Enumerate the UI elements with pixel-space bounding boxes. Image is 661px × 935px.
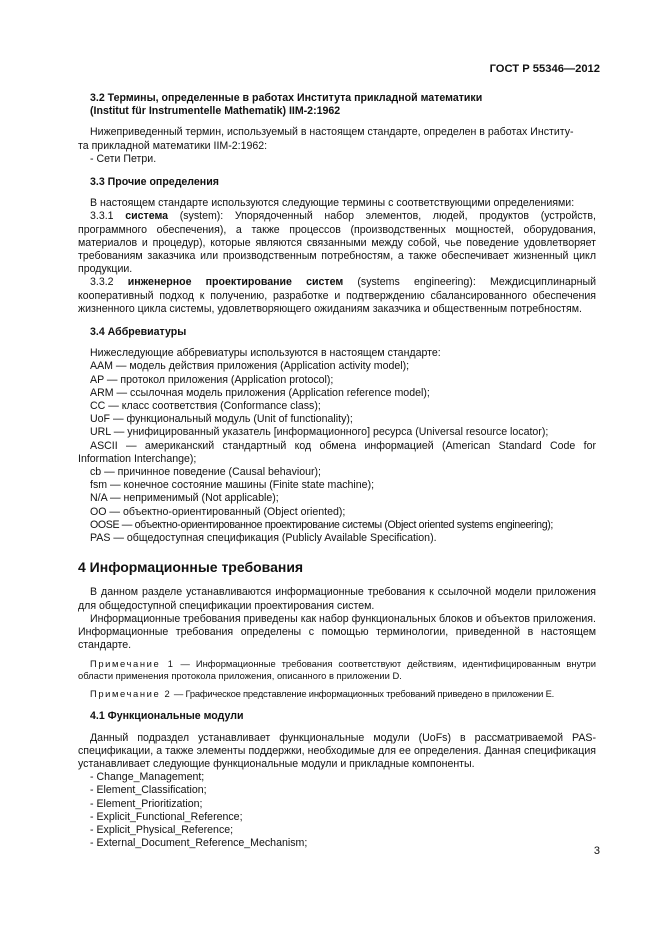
document-code: ГОСТ Р 55346—2012	[489, 63, 600, 75]
abbreviation-item: OOSE — объектно-ориентированное проектирование системы (Object oriented systems engineering);	[90, 518, 554, 531]
definition-system-text: (system): Упорядоченный набор элементов, людей, продуктов (устройств, программного обеспечения), а также процессов (производственных мощностей, оборудования, материалов и процедур), которые являются связанными между собой, чье поведение удовлетворяет требованиям заказчика или производственным потребностям, а также обеспечивает жизненный цикл продукции.	[78, 210, 596, 276]
abbreviation-item: CC — класс соответствия (Conformance class);	[90, 400, 321, 413]
section-3-3-title: 3.3 Прочие определения	[90, 176, 219, 189]
section-4-title: 4 Информационные требования	[78, 559, 304, 576]
abbreviation-item: OO — объектно-ориентированный (Object oriented);	[90, 505, 346, 518]
section-3-4-intro: Нижеследующие аббревиатуры используются в настоящем стандарте:	[90, 347, 441, 360]
abbreviation-item: ASCII — американский стандартный код обмена информацией (American Standard Code for Information Interchange);	[78, 439, 596, 465]
section-3-4-title: 3.4 Аббревиатуры	[90, 326, 187, 339]
abbreviation-item: fsm — конечное состояние машины (Finite state machine);	[90, 479, 375, 492]
section-3-2-title-line1: 3.2 Термины, определенные в работах Института прикладной математики	[90, 92, 483, 104]
section-3-3-intro: В настоящем стандарте используются следующие термины с соответствующими определениями:	[90, 197, 575, 210]
list-item: - External_Document_Reference_Mechanism;	[90, 837, 308, 850]
definition-system-term: система	[125, 210, 169, 223]
abbreviation-item: ARM — ссылочная модель приложения (Application reference model);	[90, 386, 430, 399]
list-item: - Element_Classification;	[90, 784, 207, 797]
section-4-para1: В данном разделе устанавливаются информационные требования к ссылочной модели приложения для общедоступной спецификации проектирования систем.	[78, 586, 596, 612]
functional-module-list	[90, 771, 596, 850]
note-1	[78, 658, 596, 682]
section-3-2-item: - Сети Петри.	[90, 152, 157, 165]
abbreviation-list	[78, 360, 596, 545]
definition-system	[78, 210, 596, 276]
note-1-label: Примечание 1	[90, 658, 175, 670]
note-2	[90, 688, 596, 700]
abbreviation-item: AAM — модель действия приложения (Application activity model);	[90, 360, 410, 373]
abbreviation-item: cb — причинное поведение (Causal behaviour);	[90, 466, 321, 479]
section-4-para2: Информационные требования приведены как набор функциональных блоков и объектов приложения. Информационные требования определены с помощью терминологии, приведенной в настоящем стандарте.	[78, 612, 596, 652]
definition-se-text: (systems engineering): Междисциплинарный кооперативный подход к получению, разработке и подтверждению сбалансированного обеспечения жизненного цикла системы, удовлетворяющего ожиданиям заказчика и общественным потребностям.	[78, 276, 597, 315]
abbreviation-item: AP — протокол приложения (Application protocol);	[90, 373, 334, 386]
note-2-text: — Графическое представление информационных требований приведено в приложении E.	[173, 688, 555, 700]
section-3-2-title-line2: (Institut für Instrumentelle Mathematik) IIM-2:1962	[90, 105, 341, 118]
section-4-1-title: 4.1 Функциональные модули	[90, 710, 244, 723]
abbreviation-item: UoF — функциональный модуль (Unit of functionality);	[90, 413, 353, 426]
abbreviation-item: URL — унифицированный указатель [информационного] ресурса (Universal resource locator);	[90, 426, 549, 439]
section-3-2-para-line1: Нижеприведенный термин, используемый в настоящем стандарте, определен в работах Институ-	[90, 126, 574, 139]
abbreviation-item: PAS — общедоступная спецификация (Publicly Available Specification).	[90, 532, 437, 545]
note-1-text: — Информационные требования соответствуют действиям, идентифицированным внутри области применения протокола приложения, описанного в приложении D.	[78, 658, 596, 682]
page-number: 3	[593, 845, 600, 857]
definition-se-term: инженерное проектирование систем	[127, 276, 344, 289]
section-4-1-para: Данный подраздел устанавливает функциональные модули (UoFs) в рассматриваемой PAS-спецификации, а также элементы поддержки, необходимые для ее определения. Данная спецификация устанавливает следующие функциональные модули и прикладные компоненты.	[78, 731, 596, 770]
definition-se-number: 3.3.2	[90, 276, 114, 289]
section-3-2-para-line2: та прикладной математики IIM-2:1962:	[78, 139, 268, 152]
definition-system-number: 3.3.1	[90, 210, 114, 223]
list-item: - Explicit_Physical_Reference;	[90, 823, 234, 836]
definition-systems-engineering	[78, 276, 596, 316]
list-item: - Change_Management;	[90, 771, 205, 784]
abbreviation-item: N/A — неприменимый (Not applicable);	[90, 492, 279, 505]
list-item: - Explicit_Functional_Reference;	[90, 810, 243, 823]
list-item: - Element_Prioritization;	[90, 797, 203, 810]
note-2-label: Примечание 2	[90, 688, 172, 700]
page-content	[78, 92, 597, 850]
